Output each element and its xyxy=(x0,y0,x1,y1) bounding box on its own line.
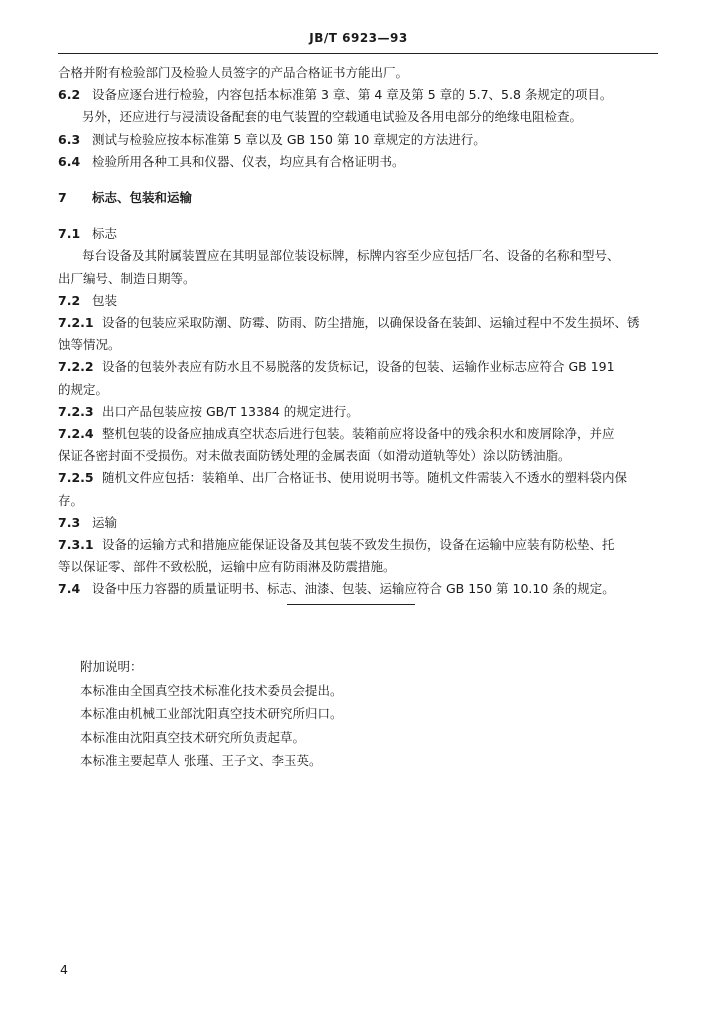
clause-number: 6.2 xyxy=(58,87,81,103)
clause-7-2-5-cont: 存。 xyxy=(58,492,84,508)
clause-number: 7.2.2 xyxy=(58,359,94,375)
notes-line: 本标准由全国真空技术标准化技术委员会提出。 xyxy=(80,682,343,698)
clause-6-4: 6.4 检验所用各种工具和仪器、仪表，均应具有合格证明书。 xyxy=(58,151,655,173)
clause-number: 7.2.3 xyxy=(58,403,94,419)
clause-number: 7.2.1 xyxy=(58,315,94,331)
clause-6-2: 6.2 设备应逐台进行检验，内容包括本标准第 3 章、第 4 章及第 5 章的 5.7、5.8 条规定的项目。 xyxy=(58,84,655,106)
clause-number: 7.3 xyxy=(58,514,81,530)
clause-number: 7.3.1 xyxy=(58,537,94,553)
clause-7-3-1-cont: 等以保证零、部件不致松脱，运输中应有防雨淋及防震措施。 xyxy=(58,559,396,575)
notes-line: 本标准由沈阳真空技术研究所负责起草。 xyxy=(80,729,306,745)
section-7-heading: 7 标志、包装和运输 xyxy=(58,187,655,209)
clause-7-4: 7.4 设备中压力容器的质量证明书、标志、油漆、包装、运输应符合 GB 150 第 10.10 条的规定。 xyxy=(58,578,655,600)
clause-number: 7.4 xyxy=(58,581,81,597)
clause-6-2-extra: 另外，还应进行与浸渍设备配套的电气装置的空载通电试验及各用电部分的绝缘电阻检查。 xyxy=(82,109,583,125)
notes-title: 附加说明： xyxy=(80,659,143,674)
body-text xyxy=(58,62,655,601)
clause-7-2-4: 7.2.4 整机包装的设备应抽成真空状态后进行包装。装箱前应将设备中的残余积水和废屑除净，并应 xyxy=(58,423,655,445)
clause-7-3-1: 7.3.1 设备的运输方式和措施应能保证设备及其包装不致发生损伤，设备在运输中应装有防松垫、托 xyxy=(58,534,655,556)
clause-7-2-1-cont: 蚀等情况。 xyxy=(58,337,121,353)
additional-notes xyxy=(80,655,343,773)
clause-number: 6.4 xyxy=(58,153,81,169)
document-code-header: JB/T 6923—93 xyxy=(309,31,408,45)
clause-7-1-text: 每台设备及其附属装置应在其明显部位装设标牌，标牌内容至少应包括厂名、设备的名称和型号、 xyxy=(82,248,620,264)
section-number: 7 xyxy=(58,190,67,206)
header-rule xyxy=(58,53,658,54)
end-of-text-rule xyxy=(287,604,415,605)
clause-7-1-text-cont: 出厂编号、制造日期等。 xyxy=(58,270,196,286)
clause-7-2-heading: 7.2 包装 xyxy=(58,290,655,312)
clause-number: 6.3 xyxy=(58,131,81,147)
clause-7-2-5: 7.2.5 随机文件应包括：装箱单、出厂合格证书、使用说明书等。随机文件需装入不透水的塑料袋内保 xyxy=(58,467,655,489)
clause-6-3: 6.3 测试与检验应按本标准第 5 章以及 GB 150 第 10 章规定的方法进行。 xyxy=(58,129,655,151)
clause-7-2-2: 7.2.2 设备的包装外表应有防水且不易脱落的发货标记，设备的包装、运输作业标志应符合 GB 191 xyxy=(58,356,655,378)
clause-7-2-3: 7.2.3 出口产品包装应按 GB/T 13384 的规定进行。 xyxy=(58,401,655,423)
clause-7-2-1: 7.2.1 设备的包装应采取防潮、防霉、防雨、防尘措施，以确保设备在装卸、运输过程中不发生损坏、锈 xyxy=(58,312,655,334)
clause-number: 7.2.4 xyxy=(58,426,94,442)
paragraph-continuation: 合格并附有检验部门及检验人员签字的产品合格证书方能出厂。 xyxy=(58,65,409,80)
clause-7-2-2-cont: 的规定。 xyxy=(58,381,109,397)
clause-number: 7.2.5 xyxy=(58,470,94,486)
notes-line: 本标准由机械工业部沈阳真空技术研究所归口。 xyxy=(80,706,343,721)
notes-line: 本标准主要起草人 张瑾、王子文、李玉英。 xyxy=(80,753,322,768)
clause-7-3-heading: 7.3 运输 xyxy=(58,512,655,534)
page-number: 4 xyxy=(60,962,68,977)
clause-7-2-4-cont: 保证各密封面不受损伤。对未做表面防锈处理的金属表面（如滑动道轨等处）涂以防锈油脂。 xyxy=(58,448,571,464)
clause-number: 7.1 xyxy=(58,226,81,242)
clause-number: 7.2 xyxy=(58,292,81,308)
clause-7-1-heading: 7.1 标志 xyxy=(58,223,655,245)
